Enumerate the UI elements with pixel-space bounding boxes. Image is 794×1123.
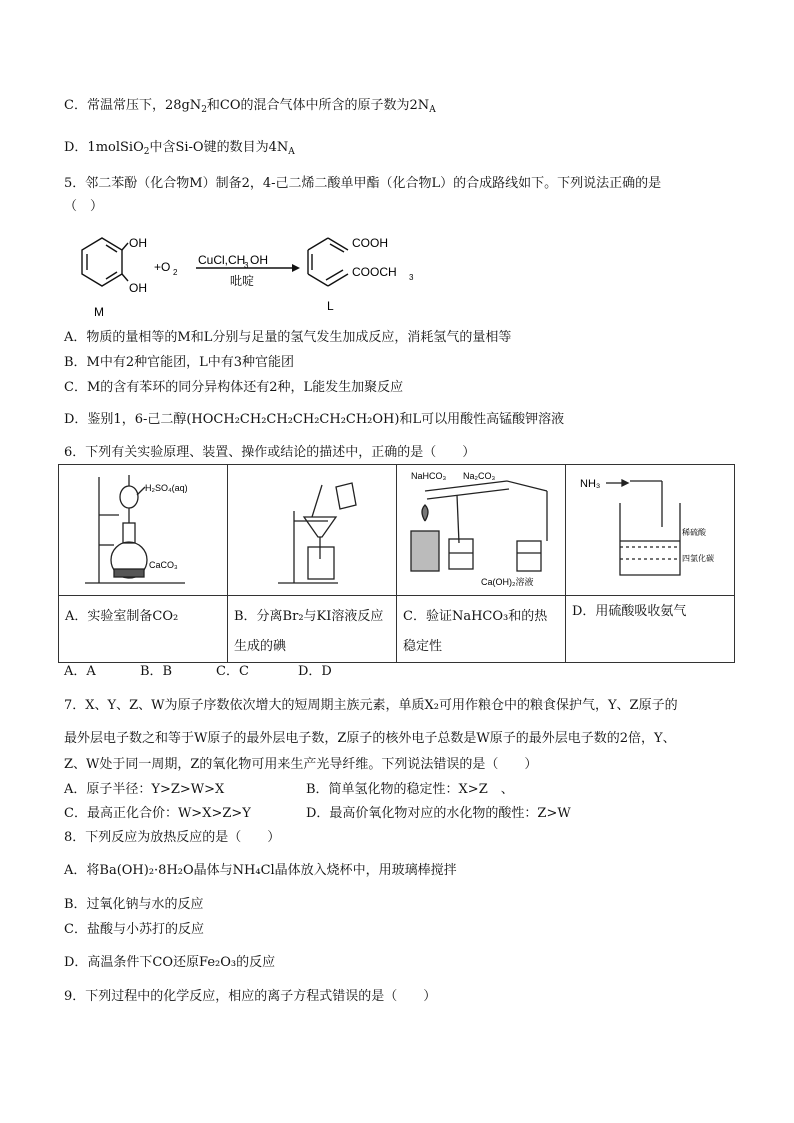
reagent-bottom: 吡啶: [230, 274, 255, 288]
o2-sub: 2: [173, 268, 178, 277]
c-label-na2co3: Na₂CO₃: [463, 471, 496, 481]
diene-chain-l: [308, 238, 348, 286]
apparatus-d-drawing: [566, 465, 734, 591]
apparatus-b-drawing: [228, 465, 396, 591]
q7-option-c: C．最高正化合价：W>X>Z>Y: [64, 806, 251, 821]
q7-line3: Z、W处于同一周期，Z的氧化物可用来生产光导纤维。下列说法错误的是（ ）: [64, 757, 538, 772]
q6-option-a: A．A: [64, 664, 96, 679]
q5-reaction-scheme: [60, 226, 420, 324]
l-cooh: COOH: [352, 236, 388, 250]
q5-option-b: B．M中有2种官能团，L中有3种官能团: [64, 355, 295, 370]
d-label-nh3: NH₃: [580, 478, 601, 490]
q5-option-a: A．物质的量相等的M和L分别与足量的氢气发生加成反应，消耗氢气的量相等: [64, 330, 512, 345]
c-label-nahco3: NaHCO₃: [411, 471, 447, 481]
q6-experiment-table: [58, 464, 735, 663]
d-label-acid: 稀硫酸: [682, 528, 706, 537]
q8-option-a: A．将Ba(OH)₂·8H₂O晶体与NH₄Cl晶体放入烧杯中，用玻璃棒搅拌: [64, 863, 457, 878]
q4-option-c: C．常温常压下，$28gN_2$和CO的混合气体中所含的原子数为$2N_A$: [64, 98, 436, 115]
caption-b: B．分离Br₂与KI溶液反应生成的碘: [228, 596, 397, 663]
apparatus-c-drawing: [397, 465, 565, 591]
reagent-top: CuCl,CH: [198, 253, 246, 267]
q6-option-c: C．C: [216, 664, 249, 679]
q8-option-b: B．过氧化钠与水的反应: [64, 897, 204, 912]
q5-option-d: D．鉴别1，6-己二醇(HOCH₂CH₂CH₂CH₂CH₂CH₂OH)和L可以用酸性高锰酸钾溶液: [64, 412, 565, 427]
label-m: M: [94, 305, 104, 319]
q6-stem: 6．下列有关实验原理、装置、操作或结论的描述中，正确的是（ ）: [64, 445, 476, 460]
arrow-head: [292, 264, 300, 272]
l-cooch3: COOCH: [352, 265, 397, 279]
a-label-acid: H₂SO₄(aq): [145, 483, 188, 493]
q7-option-a: A．原子半径：Y>Z>W>X: [64, 782, 225, 797]
reagent-sub: 3: [244, 261, 249, 270]
a-label-caco3: CaCO₃: [149, 560, 178, 570]
d-label-ccl4: 四氯化碳: [682, 554, 714, 563]
q8-option-c: C．盐酸与小苏打的反应: [64, 922, 204, 937]
plus-o2: +O: [154, 260, 171, 274]
q8-option-d: D．高温条件下CO还原Fe₂O₃的反应: [64, 955, 276, 970]
apparatus-a-drawing: [59, 465, 227, 591]
caption-a: A．实验室制备CO₂: [59, 596, 228, 663]
label-l: L: [327, 299, 334, 313]
apparatus-d: [566, 465, 735, 596]
q9-stem: 9．下列过程中的化学反应，相应的离子方程式错误的是（ ）: [64, 989, 437, 1004]
q7-line1: 7．X、Y、Z、W为原子序数依次增大的短周期主族元素，单质X₂可用作粮仓中的粮食保护气，Y、Z原子的: [64, 698, 678, 713]
q4-option-d: D．1molSiO$_2$中含Si-O键的数目为$4N_A$: [64, 140, 295, 157]
reagent-top-oh: OH: [250, 253, 268, 267]
q6-options: [64, 663, 332, 681]
q6-option-d: D．D: [298, 664, 332, 679]
benzene-ring-m: [82, 238, 128, 286]
c-label-caoh2: Ca(OH)₂溶液: [481, 577, 534, 587]
m-oh-bottom: OH: [129, 281, 147, 295]
q7-option-d: D．最高价氧化物对应的水化物的酸性：Z>W: [306, 806, 571, 821]
q6-option-b: B．B: [140, 664, 173, 679]
q5-paren: （ ）: [64, 199, 104, 214]
q5-stem: 5．邻二苯酚（化合物M）制备2，4-己二烯二酸单甲酯（化合物L）的合成路线如下。下列说法正确的是: [64, 176, 662, 191]
q7-option-b: B．简单氢化物的稳定性：X>Z 、: [306, 782, 514, 797]
cooch3-sub: 3: [409, 273, 414, 282]
apparatus-a: [59, 465, 228, 596]
apparatus-b: [228, 465, 397, 596]
m-oh-top: OH: [129, 236, 147, 250]
q8-stem: 8．下列反应为放热反应的是（ ）: [64, 830, 281, 845]
caption-d: D．用硫酸吸收氨气: [566, 596, 735, 663]
q7-line2: 最外层电子数之和等于W原子的最外层电子数，Z原子的核外电子总数是W原子的最外层电子数的2倍，Y、: [64, 731, 676, 746]
caption-c: C．验证NaHCO₃和的热稳定性: [397, 596, 566, 663]
apparatus-c: [397, 465, 566, 596]
q5-option-c: C．M的含有苯环的同分异构体还有2种，L能发生加聚反应: [64, 380, 404, 395]
